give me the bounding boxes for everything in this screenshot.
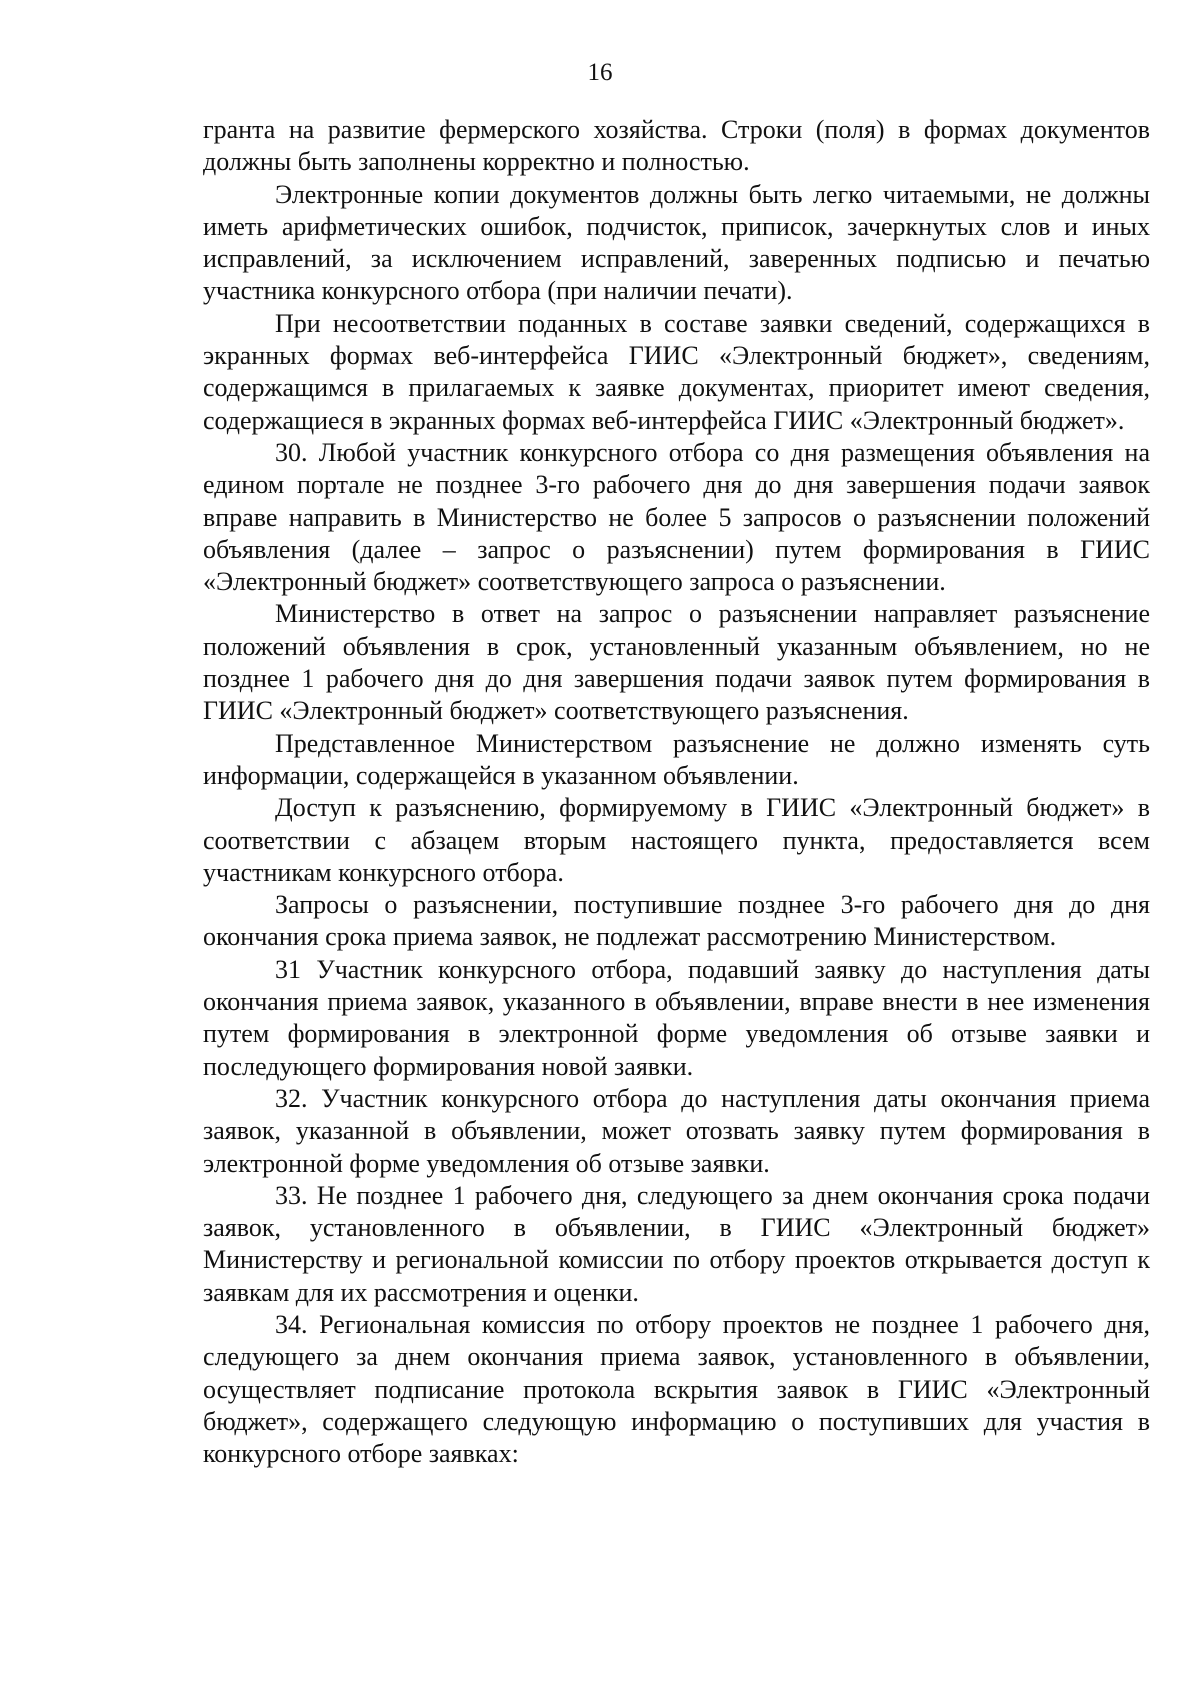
page-number: 16 [587, 59, 613, 86]
paragraph-clarification-access: Доступ к разъяснению, формируемому в ГИИС «Электронный бюджет» в соответствии с абзацем вторым настоящего пункта, предоставляется всем участникам конкурсного отбора. [203, 793, 1150, 887]
document-text [203, 114, 1150, 1470]
paragraph-item-34: 34. Региональная комиссия по отбору проектов не позднее 1 рабочего дня, следующего за днем окончания приема заявок, установленного в объявлении, осуществляет подписание протокола вскрытия заявок в ГИИС «Электронный бюджет», содержащего следующую информацию о поступивших для участия в конкурсного отборе заявках: [203, 1309, 1150, 1469]
paragraph-item-33: 33. Не позднее 1 рабочего дня, следующего за днем окончания срока подачи заявок, установленного в объявлении, в ГИИС «Электронный бюджет» Министерству и региональной комиссии по отбору проектов открывается доступ к заявкам для их рассмотрения и оценки. [203, 1180, 1150, 1307]
paragraph-discrepancy: При несоответствии поданных в составе заявки сведений, содержащихся в экранных формах веб-интерфейса ГИИС «Электронный бюджет», сведениям, содержащимся в прилагаемых к заявке документах, приоритет имеют сведения, содержащиеся в экранных формах веб-интерфейса ГИИС «Электронный бюджет». [203, 308, 1150, 435]
paragraph-item-30: 30. Любой участник конкурсного отбора со дня размещения объявления на едином портале не позднее 3-го рабочего дня до дня завершения подачи заявок вправе направить в Министерство не более 5 запросов о разъяснении положений объявления (далее – запрос о разъяснении) путем формирования в ГИИС «Электронный бюджет» соответствующего запроса о разъяснении. [203, 437, 1150, 597]
paragraph-item-32: 32. Участник конкурсного отбора до наступления даты окончания приема заявок, указанной в объявлении, может отозвать заявку путем формирования в электронной форме уведомления об отзыве заявки. [203, 1083, 1150, 1178]
paragraph-continuation: гранта на развитие фермерского хозяйства. Строки (поля) в формах документов должны быть заполнены корректно и полностью. [203, 115, 1150, 177]
paragraph-ministry-response: Министерство в ответ на запрос о разъяснении направляет разъяснение положений объявления в срок, установленный указанным объявлением, но не позднее 1 рабочего дня до дня завершения подачи заявок путем формирования в ГИИС «Электронный бюджет» соответствующего разъяснения. [203, 599, 1150, 726]
paragraph-item-31: 31 Участник конкурсного отбора, подавший заявку до наступления даты окончания приема заявок, указанного в объявлении, вправе внести в нее изменения путем формирования в электронной форме уведомления об отзыве заявки и последующего формирования новой заявки. [203, 954, 1150, 1081]
paragraph-clarification-content: Представленное Министерством разъяснение не должно изменять суть информации, содержащейся в указанном объявлении. [203, 728, 1150, 790]
paragraph-late-requests: Запросы о разъяснении, поступившие позднее 3-го рабочего дня до дня окончания срока приема заявок, не подлежат рассмотрению Министерством. [203, 890, 1150, 952]
paragraph-electronic-copies: Электронные копии документов должны быть легко читаемыми, не должны иметь арифметических ошибок, подчисток, приписок, зачеркнутых слов и иных исправлений, за исключением исправлений, заверенных подписью и печатью участника конкурсного отбора (при наличии печати). [203, 179, 1150, 306]
